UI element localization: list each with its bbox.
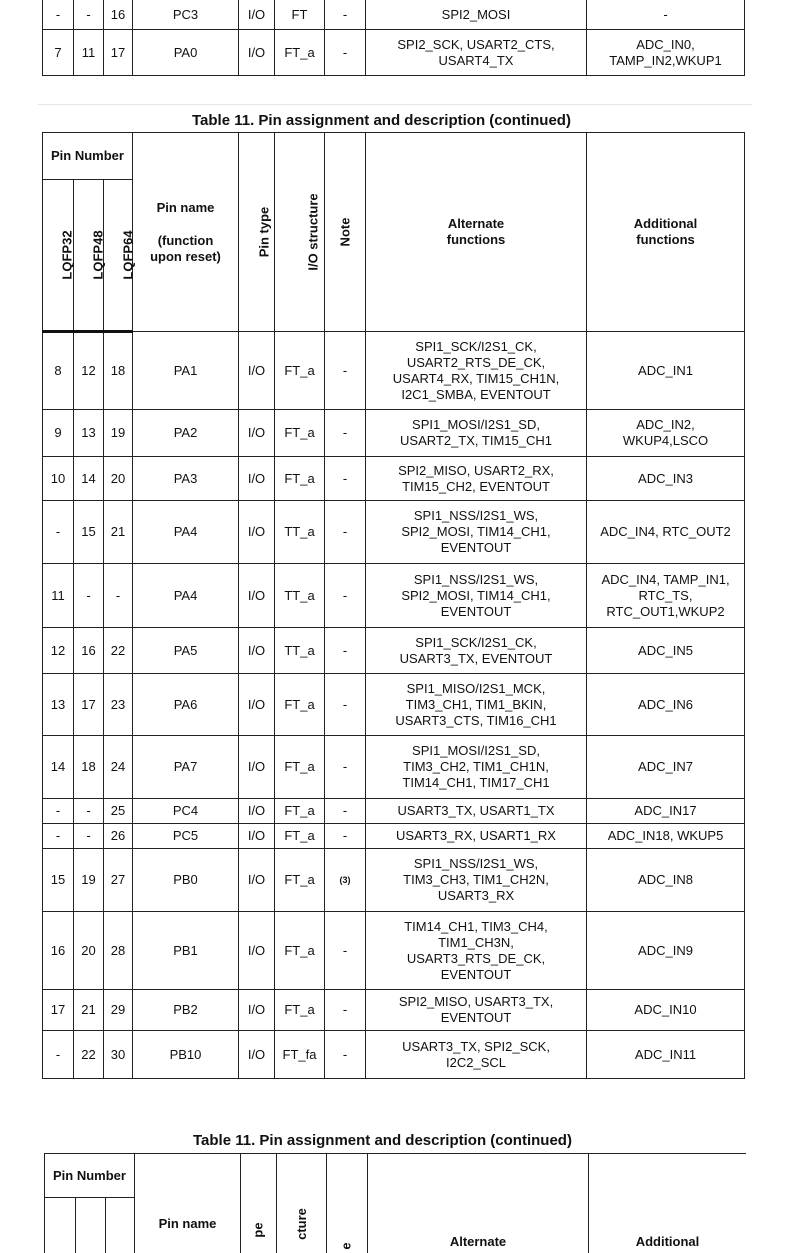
cell-additional-functions-line: ADC_IN8	[587, 872, 744, 888]
cell-alternate-functions-line: SPI1_SCK/I2S1_CK,	[366, 339, 586, 355]
cell-alternate-functions-line: SPI1_MOSI/I2S1_SD,	[366, 743, 586, 759]
table-row	[43, 628, 745, 674]
cell-alternate-functions-line: TIM3_CH3, TIM1_CH2N,	[366, 872, 586, 888]
header-note	[325, 133, 366, 332]
cell-alternate-functions	[366, 0, 587, 30]
t2-header-lqfp48	[76, 1198, 106, 1253]
cell-io-structure: FT_a	[275, 457, 325, 501]
cell-lqfp48: -	[74, 799, 104, 824]
table-row	[43, 824, 745, 849]
t2-header-pin-type-label: pe	[250, 1222, 266, 1237]
cell-alternate-functions-line: TIM14_CH1, TIM17_CH1	[366, 775, 586, 791]
cell-lqfp32: 11	[43, 564, 74, 628]
cell-lqfp32: -	[43, 501, 74, 564]
cell-alternate-functions	[366, 824, 587, 849]
cell-pin-name: PA5	[133, 628, 239, 674]
cell-pin-name: PB0	[133, 849, 239, 912]
cell-lqfp64: 23	[104, 674, 133, 736]
cell-alternate-functions-line: I2C1_SMBA, EVENTOUT	[366, 387, 586, 403]
cell-additional-functions	[587, 849, 745, 912]
table-row	[43, 674, 745, 736]
cell-note: (3)	[325, 849, 366, 912]
cell-additional-functions	[587, 824, 745, 849]
cell-io-structure: FT_a	[275, 332, 325, 410]
cell-alternate-functions-line: SPI2_MOSI, TIM14_CH1,	[366, 588, 586, 604]
cell-alternate-functions-line: SPI2_MISO, USART2_RX,	[366, 463, 586, 479]
cell-alternate-functions-line: SPI1_NSS/I2S1_WS,	[366, 508, 586, 524]
header-lqfp32-label: LQFP32	[60, 230, 76, 279]
cell-additional-functions-line: ADC_IN0,	[587, 37, 744, 53]
cell-alternate-functions	[366, 501, 587, 564]
cell-io-structure: TT_a	[275, 501, 325, 564]
table-2-clip	[44, 1153, 746, 1253]
cell-lqfp48: 18	[74, 736, 104, 799]
cell-alternate-functions-line: USART3_TX, SPI2_SCK,	[366, 1039, 586, 1055]
cell-additional-functions	[587, 799, 745, 824]
table-row	[43, 0, 745, 30]
cell-pin-type: I/O	[239, 990, 275, 1031]
header-lqfp32	[43, 180, 74, 332]
cell-alternate-functions-line: SPI1_SCK/I2S1_CK,	[366, 635, 586, 651]
cell-io-structure: FT_a	[275, 849, 325, 912]
cell-lqfp64: 16	[104, 0, 133, 30]
t2-header-pin-name: Pin name	[135, 1154, 241, 1253]
cell-pin-type: I/O	[239, 824, 275, 849]
cell-lqfp64: 20	[104, 457, 133, 501]
cell-lqfp48: 16	[74, 628, 104, 674]
cell-alternate-functions-line: TIM14_CH1, TIM3_CH4,	[366, 919, 586, 935]
cell-alternate-functions	[366, 990, 587, 1031]
cell-pin-type: I/O	[239, 332, 275, 410]
cell-additional-functions	[587, 628, 745, 674]
cell-lqfp32: 8	[43, 332, 74, 410]
cell-note: -	[325, 1031, 366, 1079]
cell-io-structure: FT_a	[275, 736, 325, 799]
t2-header-io-label: cture	[293, 1208, 309, 1240]
cell-lqfp48: -	[74, 564, 104, 628]
cell-additional-functions	[587, 736, 745, 799]
header-note-label: Note	[337, 218, 353, 247]
cell-io-structure: FT_a	[275, 824, 325, 849]
cell-note: -	[325, 824, 366, 849]
cell-io-structure: FT_fa	[275, 1031, 325, 1079]
cell-pin-name: PA6	[133, 674, 239, 736]
cell-additional-functions-line: ADC_IN11	[587, 1047, 744, 1063]
cell-lqfp32: 15	[43, 849, 74, 912]
table-row	[43, 501, 745, 564]
t2-header-note	[327, 1154, 368, 1253]
cell-lqfp64: 18	[104, 332, 133, 410]
cell-additional-functions-line: ADC_IN5	[587, 643, 744, 659]
cell-alternate-functions-line: EVENTOUT	[366, 1010, 586, 1026]
cell-lqfp64: 26	[104, 824, 133, 849]
cell-pin-name: PB10	[133, 1031, 239, 1079]
table-caption: Table 11. Pin assignment and description (continued)	[192, 112, 571, 129]
t2-header-additional: Additional	[589, 1154, 747, 1253]
cell-alternate-functions-line: USART3_RX	[366, 888, 586, 904]
cell-alternate-functions-line: USART4_RX, TIM15_CH1N,	[366, 371, 586, 387]
cell-pin-type: I/O	[239, 564, 275, 628]
cell-io-structure: FT_a	[275, 799, 325, 824]
cell-additional-functions-line: ADC_IN4, TAMP_IN1,	[587, 572, 744, 588]
cell-lqfp48: 21	[74, 990, 104, 1031]
header-lqfp64-label: LQFP64	[121, 230, 137, 279]
cell-lqfp48: 12	[74, 332, 104, 410]
cell-additional-functions	[587, 674, 745, 736]
cell-alternate-functions	[366, 1031, 587, 1079]
cell-alternate-functions-line: SPI1_MISO/I2S1_MCK,	[366, 681, 586, 697]
cell-pin-name: PA4	[133, 501, 239, 564]
cell-pin-name: PA2	[133, 410, 239, 457]
cell-alternate-functions-line: SPI2_SCK, USART2_CTS,	[366, 37, 586, 53]
cell-lqfp48: 20	[74, 912, 104, 990]
cell-lqfp32: 9	[43, 410, 74, 457]
cell-additional-functions-line: ADC_IN7	[587, 759, 744, 775]
cell-io-structure: FT_a	[275, 990, 325, 1031]
cell-lqfp64: 25	[104, 799, 133, 824]
cell-alternate-functions-line: SPI2_MOSI	[366, 7, 586, 23]
cell-alternate-functions-line: TIM3_CH1, TIM1_BKIN,	[366, 697, 586, 713]
cell-lqfp48: 13	[74, 410, 104, 457]
cell-alternate-functions-line: USART2_RTS_DE_CK,	[366, 355, 586, 371]
cell-alternate-functions	[366, 736, 587, 799]
header-alt-line2: functions	[366, 232, 586, 248]
cell-pin-name: PB1	[133, 912, 239, 990]
table-row	[43, 736, 745, 799]
cell-alternate-functions-line: SPI2_MISO, USART3_TX,	[366, 994, 586, 1010]
cell-alternate-functions	[366, 332, 587, 410]
cell-io-structure: FT_a	[275, 674, 325, 736]
cell-additional-functions-line: ADC_IN2,	[587, 417, 744, 433]
t2-header-lqfp64	[106, 1198, 135, 1253]
cell-lqfp64: 21	[104, 501, 133, 564]
cell-lqfp48: -	[74, 0, 104, 30]
cell-pin-name: PC5	[133, 824, 239, 849]
table-row	[43, 1031, 745, 1079]
cell-additional-functions	[587, 990, 745, 1031]
cell-alternate-functions-line: SPI1_MOSI/I2S1_SD,	[366, 417, 586, 433]
cell-note: -	[325, 501, 366, 564]
cell-additional-functions-line: TAMP_IN2,WKUP1	[587, 53, 744, 69]
cell-io-structure: FT_a	[275, 410, 325, 457]
header-add-line2: functions	[587, 232, 744, 248]
table-row	[43, 990, 745, 1031]
table-row	[43, 912, 745, 990]
cell-alternate-functions-line: EVENTOUT	[366, 540, 586, 556]
table-row	[43, 799, 745, 824]
cell-additional-functions	[587, 912, 745, 990]
cell-alternate-functions-line: USART3_CTS, TIM16_CH1	[366, 713, 586, 729]
cell-alternate-functions-line: USART3_RX, USART1_RX	[366, 828, 586, 844]
cell-pin-type: I/O	[239, 736, 275, 799]
cell-pin-type: I/O	[239, 30, 275, 76]
cell-alternate-functions	[366, 457, 587, 501]
cell-lqfp48: 14	[74, 457, 104, 501]
t2-header-alternate: Alternate	[368, 1154, 589, 1253]
cell-alternate-functions-line: SPI1_NSS/I2S1_WS,	[366, 572, 586, 588]
cell-lqfp32: 16	[43, 912, 74, 990]
cell-note: -	[325, 799, 366, 824]
cell-pin-type: I/O	[239, 628, 275, 674]
cell-lqfp64: 29	[104, 990, 133, 1031]
cell-additional-functions-line: ADC_IN3	[587, 471, 744, 487]
cell-io-structure: FT_a	[275, 912, 325, 990]
cell-note: -	[325, 410, 366, 457]
cell-lqfp64: 24	[104, 736, 133, 799]
cell-note: -	[325, 564, 366, 628]
header-pin-number: Pin Number	[43, 133, 133, 180]
cell-pin-name: PC4	[133, 799, 239, 824]
cell-alternate-functions-line: USART3_TX, EVENTOUT	[366, 651, 586, 667]
cell-alternate-functions-line: TIM1_CH3N,	[366, 935, 586, 951]
cell-io-structure: FT	[275, 0, 325, 30]
cell-lqfp64: 28	[104, 912, 133, 990]
header-lqfp48-label: LQFP48	[91, 230, 107, 279]
cell-io-structure: FT_a	[275, 30, 325, 76]
cell-alternate-functions	[366, 410, 587, 457]
cell-additional-functions-line: RTC_OUT1,WKUP2	[587, 604, 744, 620]
table-caption-2: Table 11. Pin assignment and description (continued)	[193, 1132, 572, 1149]
cell-pin-name: PA7	[133, 736, 239, 799]
cell-alternate-functions-line: EVENTOUT	[366, 967, 586, 983]
cell-io-structure: TT_a	[275, 564, 325, 628]
header-lqfp48	[74, 180, 104, 332]
cell-note: -	[325, 736, 366, 799]
cell-pin-type: I/O	[239, 501, 275, 564]
header-io-structure-label: I/O structure	[306, 193, 322, 270]
table-row	[43, 457, 745, 501]
cell-additional-functions-line: ADC_IN17	[587, 803, 744, 819]
cell-alternate-functions-line: SPI1_NSS/I2S1_WS,	[366, 856, 586, 872]
pin-assignment-table-2	[44, 1153, 746, 1253]
cell-additional-functions-line: RTC_TS,	[587, 588, 744, 604]
cell-pin-name: PA1	[133, 332, 239, 410]
header-pin-name-line3: upon reset)	[133, 249, 238, 265]
cell-note: -	[325, 332, 366, 410]
header-additional-functions	[587, 133, 745, 332]
cell-additional-functions-line: ADC_IN10	[587, 1002, 744, 1018]
table-row	[43, 30, 745, 76]
cell-alternate-functions	[366, 628, 587, 674]
cell-pin-type: I/O	[239, 912, 275, 990]
cell-lqfp32: -	[43, 824, 74, 849]
cell-alternate-functions-line: USART2_TX, TIM15_CH1	[366, 433, 586, 449]
cell-io-structure: TT_a	[275, 628, 325, 674]
cell-alternate-functions-line: SPI2_MOSI, TIM14_CH1,	[366, 524, 586, 540]
cell-alternate-functions	[366, 674, 587, 736]
cell-lqfp48: 15	[74, 501, 104, 564]
header-pin-name-line2: (function	[133, 233, 238, 249]
cell-alternate-functions	[366, 849, 587, 912]
cell-pin-type: I/O	[239, 1031, 275, 1079]
header-alt-line1: Alternate	[366, 216, 586, 232]
cell-note: -	[325, 674, 366, 736]
header-io-structure	[275, 133, 325, 332]
cell-additional-functions	[587, 0, 745, 30]
header-pin-name-line1: Pin name	[133, 200, 238, 216]
cell-alternate-functions-line: USART3_RTS_DE_CK,	[366, 951, 586, 967]
cell-lqfp32: 14	[43, 736, 74, 799]
cell-lqfp32: 7	[43, 30, 74, 76]
cell-note: -	[325, 912, 366, 990]
t2-header-pin-type	[241, 1154, 277, 1253]
pin-table-top-fragment	[42, 0, 745, 76]
cell-additional-functions-line: ADC_IN18, WKUP5	[587, 828, 744, 844]
cell-lqfp64: 19	[104, 410, 133, 457]
table-row	[43, 332, 745, 410]
cell-alternate-functions	[366, 799, 587, 824]
header-pin-type	[239, 133, 275, 332]
header-add-line1: Additional	[587, 216, 744, 232]
t2-header-note-label: e	[339, 1242, 355, 1249]
cell-alternate-functions-line: I2C2_SCL	[366, 1055, 586, 1071]
cell-pin-type: I/O	[239, 410, 275, 457]
t2-header-io-structure	[277, 1154, 327, 1253]
cell-note: -	[325, 457, 366, 501]
cell-additional-functions-line: -	[587, 7, 744, 23]
cell-pin-name: PB2	[133, 990, 239, 1031]
cell-note: -	[325, 990, 366, 1031]
header-lqfp64	[104, 180, 133, 332]
cell-lqfp32: 12	[43, 628, 74, 674]
cell-alternate-functions	[366, 30, 587, 76]
cell-additional-functions-line: ADC_IN6	[587, 697, 744, 713]
cell-pin-type: I/O	[239, 799, 275, 824]
cell-lqfp32: 17	[43, 990, 74, 1031]
cell-pin-name: PA4	[133, 564, 239, 628]
cell-additional-functions-line: ADC_IN9	[587, 943, 744, 959]
cell-alternate-functions-line: USART3_TX, USART1_TX	[366, 803, 586, 819]
cell-alternate-functions	[366, 564, 587, 628]
cell-lqfp64: 17	[104, 30, 133, 76]
cell-additional-functions	[587, 501, 745, 564]
cell-pin-name: PA3	[133, 457, 239, 501]
cell-pin-name: PA0	[133, 30, 239, 76]
header-pin-name	[133, 133, 239, 332]
cell-pin-type: I/O	[239, 849, 275, 912]
cell-alternate-functions-line: USART4_TX	[366, 53, 586, 69]
cell-alternate-functions	[366, 912, 587, 990]
cell-lqfp48: 17	[74, 674, 104, 736]
cell-additional-functions	[587, 1031, 745, 1079]
cell-additional-functions	[587, 564, 745, 628]
cell-lqfp48: 19	[74, 849, 104, 912]
cell-lqfp32: -	[43, 1031, 74, 1079]
table-row	[43, 564, 745, 628]
cell-additional-functions	[587, 410, 745, 457]
header-pin-type-label: Pin type	[256, 207, 272, 258]
cell-additional-functions	[587, 30, 745, 76]
cell-lqfp32: -	[43, 799, 74, 824]
cell-lqfp48: 22	[74, 1031, 104, 1079]
cell-lqfp64: 27	[104, 849, 133, 912]
header-alternate-functions	[366, 133, 587, 332]
cell-additional-functions-line: WKUP4,LSCO	[587, 433, 744, 449]
cell-additional-functions-line: ADC_IN4, RTC_OUT2	[587, 524, 744, 540]
cell-alternate-functions-line: TIM3_CH2, TIM1_CH1N,	[366, 759, 586, 775]
cell-lqfp64: 30	[104, 1031, 133, 1079]
cell-note: -	[325, 0, 366, 30]
cell-pin-type: I/O	[239, 674, 275, 736]
cell-lqfp32: 13	[43, 674, 74, 736]
cell-lqfp32: 10	[43, 457, 74, 501]
cell-lqfp32: -	[43, 0, 74, 30]
cell-pin-type: I/O	[239, 457, 275, 501]
table-row	[43, 410, 745, 457]
t2-header-lqfp32	[45, 1198, 76, 1253]
cell-lqfp64: 22	[104, 628, 133, 674]
t2-header-pin-number: Pin Number	[45, 1154, 135, 1198]
page-divider	[38, 104, 752, 105]
cell-pin-type: I/O	[239, 0, 275, 30]
cell-alternate-functions-line: TIM15_CH2, EVENTOUT	[366, 479, 586, 495]
cell-pin-name: PC3	[133, 0, 239, 30]
cell-lqfp64: -	[104, 564, 133, 628]
cell-lqfp48: -	[74, 824, 104, 849]
cell-note: -	[325, 30, 366, 76]
cell-note: -	[325, 628, 366, 674]
table-row	[43, 849, 745, 912]
cell-additional-functions	[587, 332, 745, 410]
cell-lqfp48: 11	[74, 30, 104, 76]
cell-additional-functions-line: ADC_IN1	[587, 363, 744, 379]
cell-alternate-functions-line: EVENTOUT	[366, 604, 586, 620]
pin-assignment-table	[42, 132, 745, 1079]
cell-additional-functions	[587, 457, 745, 501]
